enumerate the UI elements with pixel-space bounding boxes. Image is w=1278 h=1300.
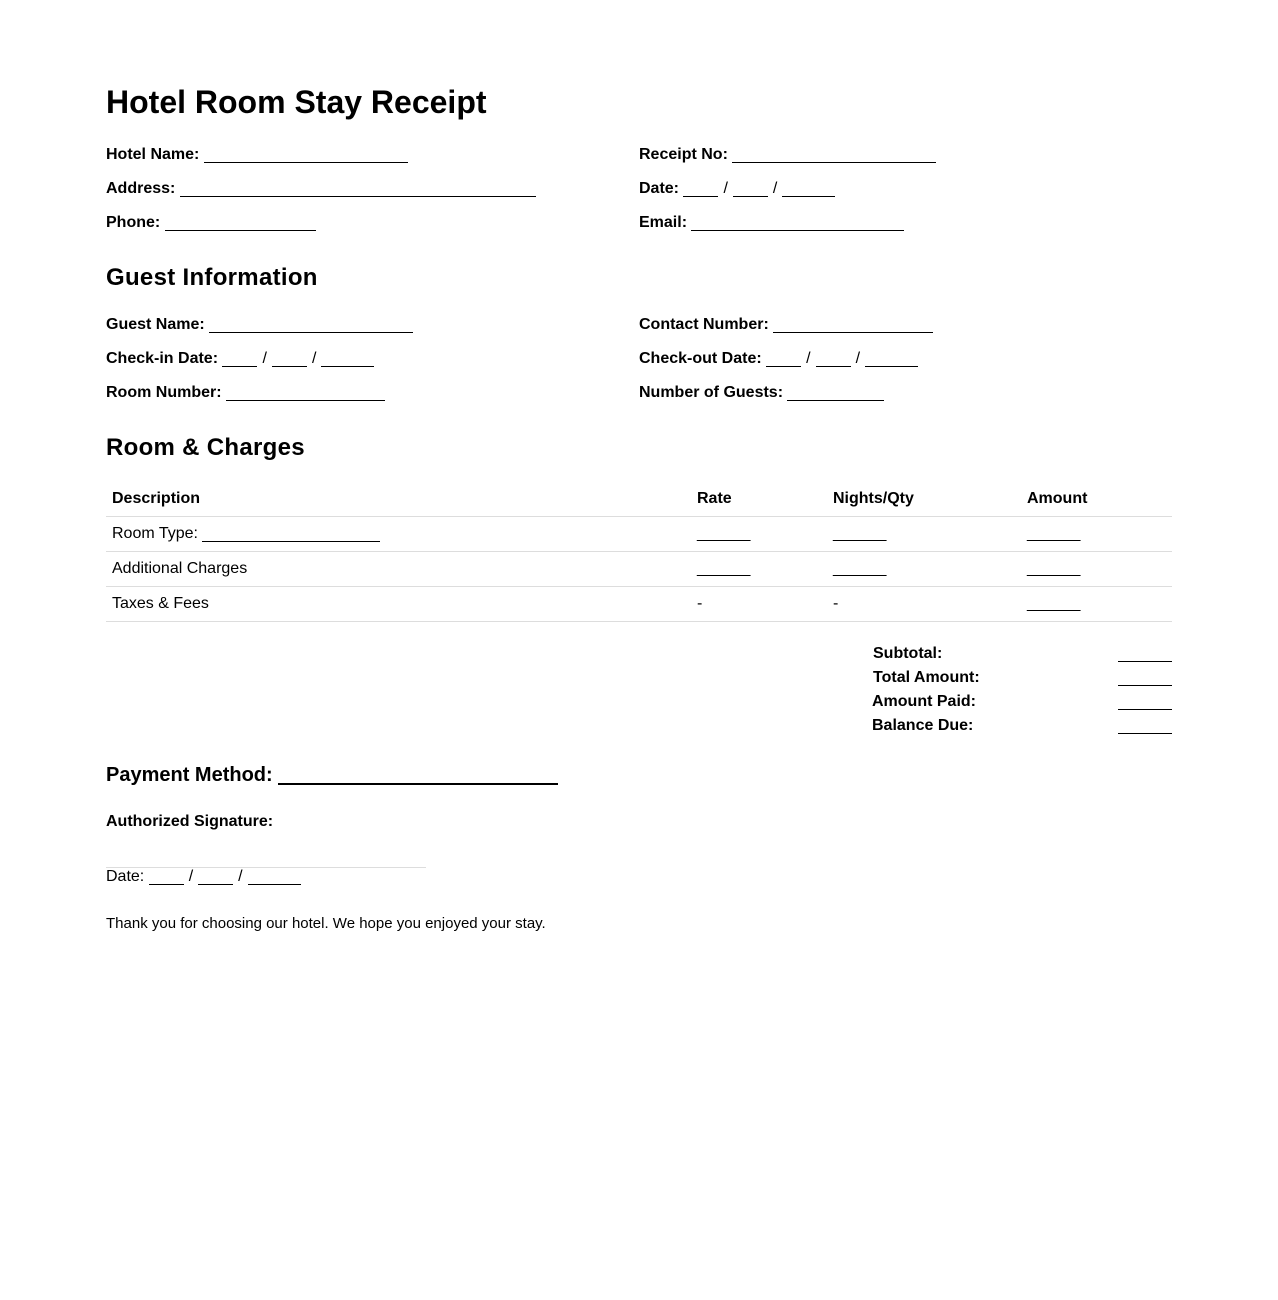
balance-due-blank[interactable] <box>1118 716 1172 734</box>
column-header-amount: Amount <box>1027 490 1088 507</box>
date-separator: / <box>188 868 194 885</box>
receipt-no-field <box>639 145 936 165</box>
total-amount-row <box>872 668 1172 692</box>
receipt-no-label: Receipt No: <box>639 146 728 163</box>
num-guests-field <box>639 383 884 403</box>
checkout-month-blank[interactable] <box>766 350 801 367</box>
row-description: Taxes & Fees <box>112 595 209 612</box>
checkin-day-blank[interactable] <box>272 350 307 367</box>
amount-paid-label: Amount Paid: <box>872 693 976 710</box>
address-blank[interactable] <box>180 180 536 197</box>
guest-name-label: Guest Name: <box>106 316 205 333</box>
guest-name-blank[interactable] <box>209 316 413 333</box>
row-rate: - <box>697 595 703 612</box>
row-qty[interactable]: ______ <box>833 560 887 577</box>
total-amount-blank[interactable] <box>1118 668 1172 686</box>
date-year-blank[interactable] <box>782 180 835 197</box>
row-qty: - <box>833 595 839 612</box>
date-month-blank[interactable] <box>683 180 718 197</box>
guest-name-field <box>106 315 413 335</box>
hotel-name-blank[interactable] <box>204 146 408 163</box>
date-separator: / <box>311 350 317 367</box>
checkin-label: Check-in Date: <box>106 350 219 367</box>
email-field <box>639 213 904 233</box>
payment-method-label: Payment Method: <box>106 764 273 786</box>
date-field <box>639 179 835 199</box>
amount-paid-blank[interactable] <box>1118 692 1172 710</box>
signature-date-year-blank[interactable] <box>248 868 301 885</box>
num-guests-blank[interactable] <box>787 384 884 401</box>
date-label: Date: <box>639 180 680 197</box>
signature-date-month-blank[interactable] <box>149 868 184 885</box>
checkout-year-blank[interactable] <box>865 350 918 367</box>
totals-block <box>872 644 1172 740</box>
hotel-name-label: Hotel Name: <box>106 146 200 163</box>
phone-label: Phone: <box>106 214 161 231</box>
date-separator: / <box>772 180 778 197</box>
total-amount-label: Total Amount: <box>873 669 980 686</box>
contact-number-blank[interactable] <box>773 316 933 333</box>
thank-you-note: Thank you for choosing our hotel. We hope you enjoyed your stay. <box>106 915 546 932</box>
row-rate[interactable]: ______ <box>697 560 751 577</box>
email-blank[interactable] <box>691 214 904 231</box>
receipt-no-blank[interactable] <box>732 146 936 163</box>
row-rate[interactable]: ______ <box>697 525 751 542</box>
room-number-blank[interactable] <box>226 384 385 401</box>
payment-method-field <box>106 762 558 788</box>
checkout-label: Check-out Date: <box>639 350 762 367</box>
table-row <box>106 587 1172 622</box>
row-description <box>112 517 380 551</box>
page-title: Hotel Room Stay Receipt <box>106 84 487 120</box>
checkin-month-blank[interactable] <box>222 350 257 367</box>
row-amount[interactable]: ______ <box>1027 560 1081 577</box>
row-amount[interactable]: ______ <box>1027 595 1081 612</box>
row-description: Additional Charges <box>112 560 248 577</box>
hotel-name-field <box>106 145 408 165</box>
balance-due-label: Balance Due: <box>872 717 974 734</box>
subtotal-blank[interactable] <box>1118 644 1172 662</box>
amount-paid-row <box>872 692 1172 716</box>
payment-method-blank[interactable] <box>278 763 558 785</box>
subtotal-label: Subtotal: <box>873 645 943 662</box>
charges-heading: Room & Charges <box>106 434 305 461</box>
column-header-description: Description <box>112 490 201 507</box>
num-guests-label: Number of Guests: <box>639 384 784 401</box>
contact-number-field <box>639 315 933 335</box>
balance-due-row <box>872 716 1172 740</box>
signature-date-day-blank[interactable] <box>198 868 233 885</box>
room-number-field <box>106 383 385 403</box>
email-label: Email: <box>639 214 688 231</box>
phone-blank[interactable] <box>165 214 316 231</box>
row-qty[interactable]: ______ <box>833 525 887 542</box>
checkout-day-blank[interactable] <box>816 350 851 367</box>
column-header-qty: Nights/Qty <box>833 490 914 507</box>
room-type-label: Room Type: <box>112 525 198 542</box>
guest-info-heading: Guest Information <box>106 264 318 291</box>
phone-field <box>106 213 316 233</box>
date-separator: / <box>238 868 243 885</box>
subtotal-row <box>872 644 1172 668</box>
signature-date-label: Date: <box>106 868 145 885</box>
date-day-blank[interactable] <box>733 180 768 197</box>
date-separator: / <box>723 180 728 197</box>
date-separator: / <box>806 350 811 367</box>
address-label: Address: <box>106 180 176 197</box>
address-field <box>106 179 536 199</box>
table-row <box>106 517 1172 552</box>
date-separator: / <box>855 350 861 367</box>
signature-label: Authorized Signature: <box>106 813 274 830</box>
checkout-field <box>639 349 918 369</box>
row-amount[interactable]: ______ <box>1027 525 1081 542</box>
room-type-blank[interactable] <box>202 525 380 542</box>
charges-header-row <box>106 482 1172 517</box>
room-number-label: Room Number: <box>106 384 222 401</box>
table-row <box>106 552 1172 587</box>
checkin-year-blank[interactable] <box>321 350 374 367</box>
column-header-rate: Rate <box>697 490 732 507</box>
signature-date-field <box>106 867 301 887</box>
contact-number-label: Contact Number: <box>639 316 769 333</box>
date-separator: / <box>262 350 267 367</box>
checkin-field <box>106 349 374 369</box>
charges-table <box>106 482 1172 622</box>
